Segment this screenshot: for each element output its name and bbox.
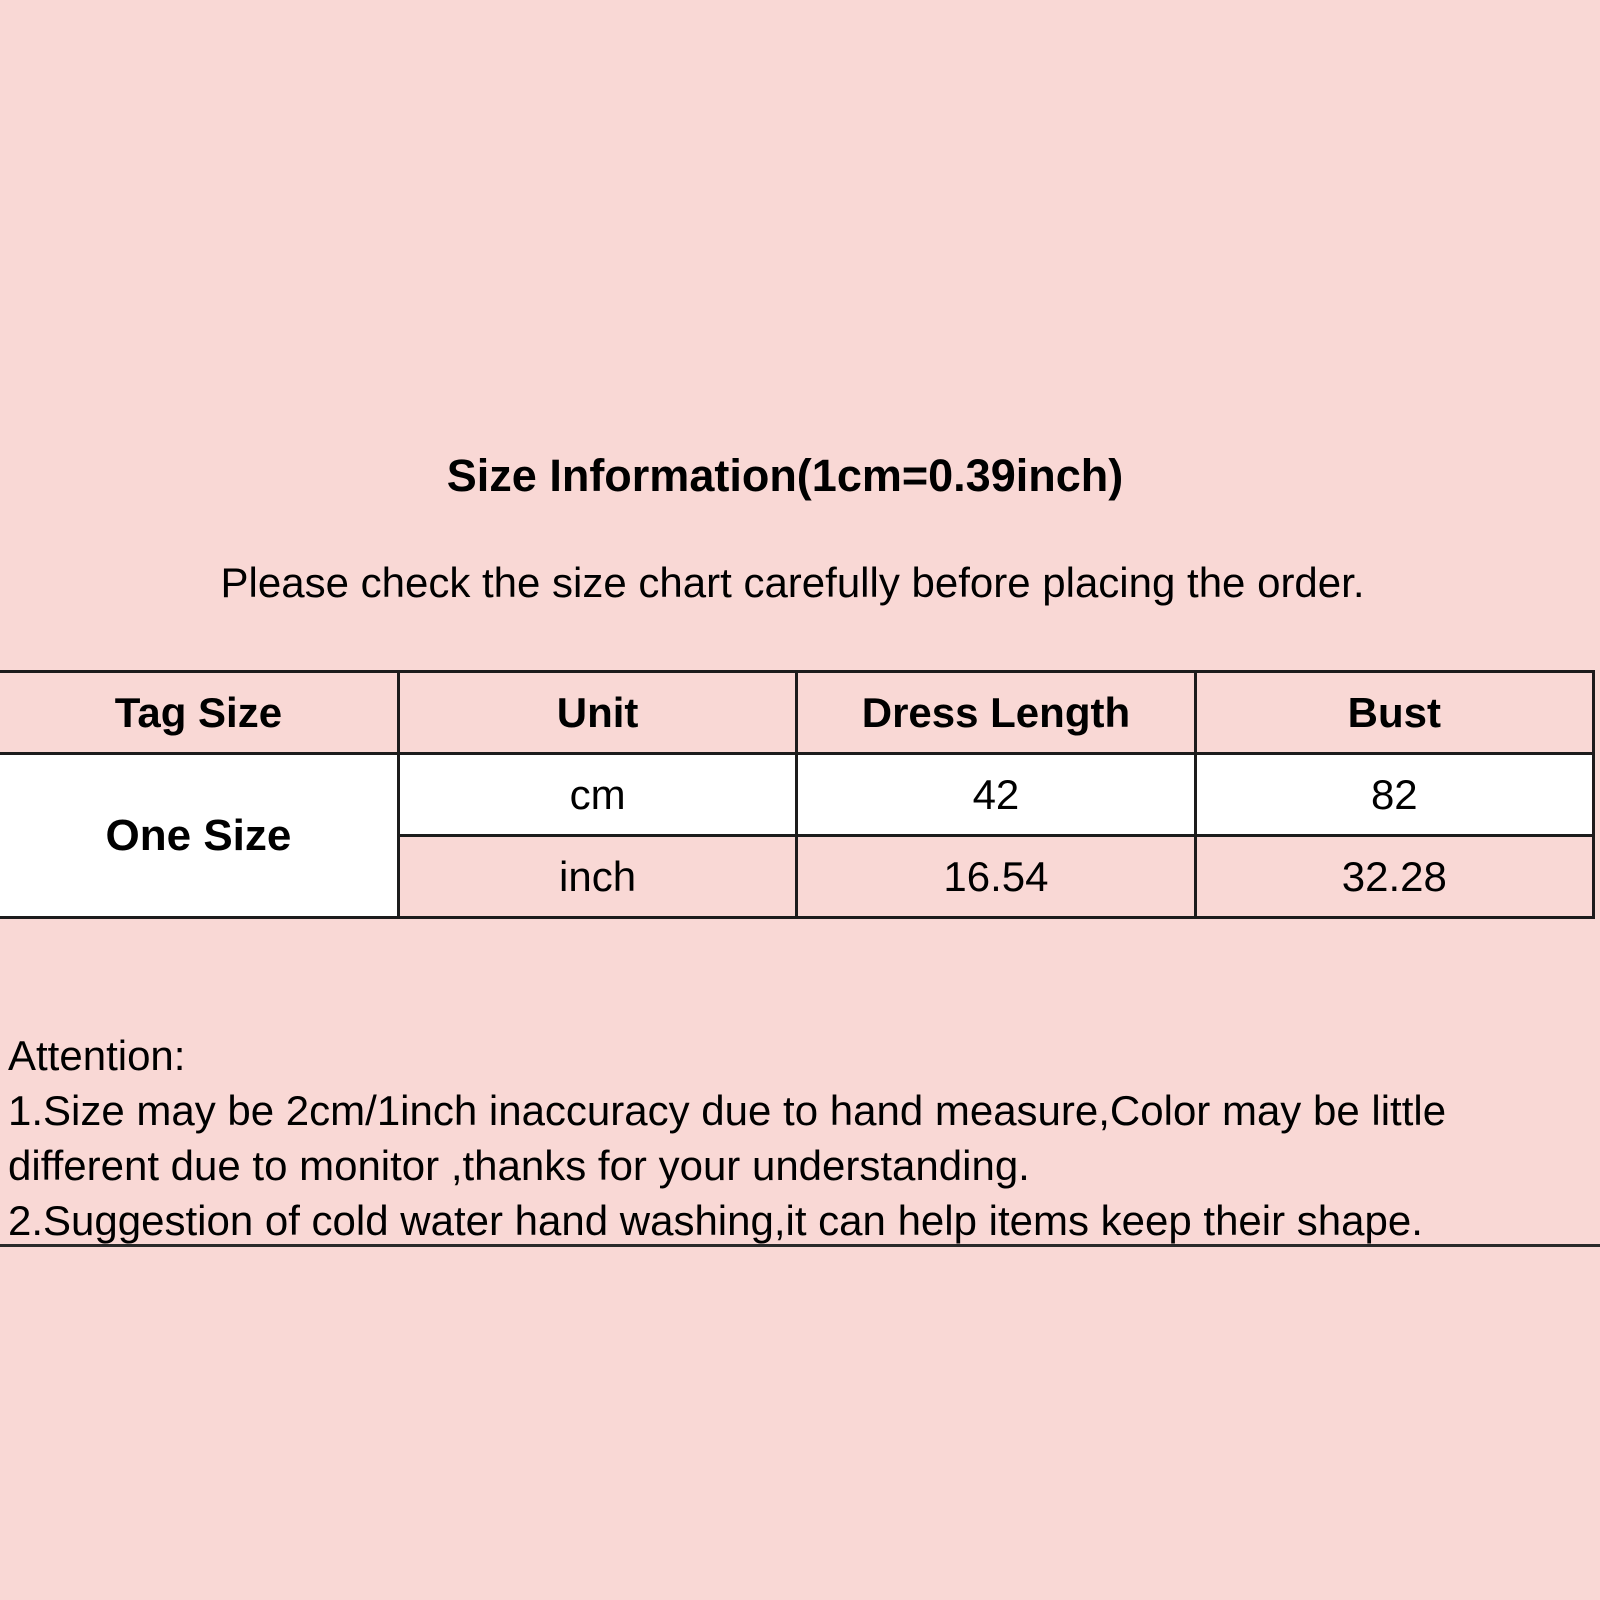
size-table: [0, 670, 1595, 919]
unit-inch-value: inch: [398, 836, 796, 918]
cm-bust-value: 82: [1195, 754, 1593, 836]
cm-dress-length-value: 42: [797, 754, 1195, 836]
page-subtitle: Please check the size chart carefully before placing the order.: [220, 559, 1365, 606]
table-header-row: [0, 672, 1594, 754]
attention-block: [8, 1028, 1596, 1248]
attention-line-3: 2.Suggestion of cold water hand washing,it can help items keep their shape.: [8, 1197, 1423, 1244]
col-header-tag-size: Tag Size: [0, 672, 398, 754]
unit-cm-value: cm: [398, 754, 796, 836]
divider-line: [0, 1244, 1600, 1247]
page-title: Size Information(1cm=0.39inch): [446, 450, 1124, 501]
col-header-unit: Unit: [398, 672, 796, 754]
attention-line-1: 1.Size may be 2cm/1inch inaccuracy due to hand measure,Color may be little: [8, 1087, 1447, 1134]
col-header-dress-length: Dress Length: [797, 672, 1195, 754]
inch-bust-value: 32.28: [1195, 836, 1593, 918]
attention-line-2: different due to monitor ,thanks for your understanding.: [8, 1142, 1030, 1189]
inch-dress-length-value: 16.54: [797, 836, 1195, 918]
tag-size-value: One Size: [0, 754, 398, 918]
table-row-cm: [0, 754, 1594, 836]
attention-heading: Attention:: [8, 1032, 186, 1079]
col-header-bust: Bust: [1195, 672, 1593, 754]
